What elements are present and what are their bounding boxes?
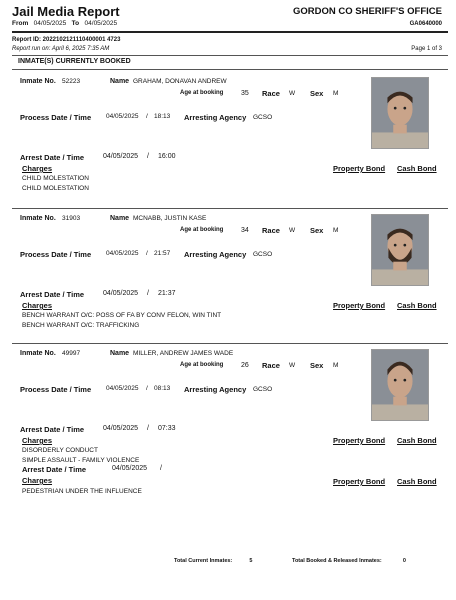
name-label: Name xyxy=(110,78,130,85)
arrest-time: 07:33 xyxy=(158,425,176,432)
agency-label: Arresting Agency xyxy=(184,250,247,259)
process-sep: / xyxy=(146,385,148,392)
age-value: 34 xyxy=(241,227,249,234)
race-value: W xyxy=(289,227,296,234)
date-range xyxy=(12,20,117,27)
process-time: 08:13 xyxy=(154,385,171,392)
charges-label: Charges xyxy=(22,436,53,445)
agency-label: Arresting Agency xyxy=(184,385,247,394)
charge-item: CHILD MOLESTATION xyxy=(22,185,89,192)
inmate-no-label: Inmate No. xyxy=(20,78,56,85)
report-title: Jail Media Report xyxy=(12,4,120,19)
process-time: 18:13 xyxy=(154,113,171,120)
arrest-sep: / xyxy=(160,465,162,472)
total-booked xyxy=(292,558,406,564)
section-title: INMATE(S) CURRENTLY BOOKED xyxy=(18,58,131,65)
process-sep: / xyxy=(146,250,148,257)
arrest-sep: / xyxy=(147,425,149,432)
arrest-sep: / xyxy=(147,290,149,297)
mugshot-photo xyxy=(371,349,429,421)
office-name: GORDON CO SHERIFF'S OFFICE xyxy=(293,6,442,17)
charges-label: Charges xyxy=(22,301,53,310)
sex-value: M xyxy=(333,90,339,97)
sex-label: Sex xyxy=(310,226,324,235)
from-label: From xyxy=(12,20,29,27)
total-current xyxy=(174,558,252,564)
charge-item: SIMPLE ASSAULT - FAMILY VIOLENCE xyxy=(22,457,140,464)
page-number: Page 1 of 3 xyxy=(411,46,442,52)
process-label: Process Date / Time xyxy=(20,385,92,394)
cash-bond-label: Cash Bond xyxy=(397,301,437,310)
charge-item: PEDESTRIAN UNDER THE INFLUENCE xyxy=(22,488,142,495)
race-value: W xyxy=(289,90,296,97)
race-label: Race xyxy=(262,361,280,370)
report-id-value: 2022102121110400001 4723 xyxy=(42,37,121,43)
arrest-label: Arrest Date / Time xyxy=(22,465,87,474)
ori-code: GA0640000 xyxy=(409,21,442,27)
property-bond-label: Property Bond xyxy=(333,164,386,173)
report-run-label: Report run on: xyxy=(12,46,51,52)
agency-label: Arresting Agency xyxy=(184,113,247,122)
arrest-label: Arrest Date / Time xyxy=(20,290,85,299)
report-id-label: Report ID: xyxy=(12,37,41,43)
name-label: Name xyxy=(110,215,130,222)
inmate-name: MILLER, ANDREW JAMES WADE xyxy=(133,350,234,357)
charge-item: BENCH WARRANT O/C: TRAFFICKING xyxy=(22,322,140,329)
process-label: Process Date / Time xyxy=(20,250,92,259)
sex-value: M xyxy=(333,362,339,369)
report-run xyxy=(12,46,109,52)
process-date: 04/05/2025 xyxy=(106,250,139,257)
charge-item: DISORDERLY CONDUCT xyxy=(22,447,98,454)
property-bond-label: Property Bond xyxy=(333,301,386,310)
sex-label: Sex xyxy=(310,361,324,370)
total-booked-value: 0 xyxy=(402,558,406,564)
process-sep: / xyxy=(146,113,148,120)
inmate-no-label: Inmate No. xyxy=(20,215,56,222)
process-label: Process Date / Time xyxy=(20,113,92,122)
mugshot-photo xyxy=(371,77,429,149)
process-date: 04/05/2025 xyxy=(106,385,139,392)
arrest-label: Arrest Date / Time xyxy=(20,153,85,162)
race-label: Race xyxy=(262,226,280,235)
charge-item: BENCH WARRANT O/C: POSS OF FA BY CONV FELON, WIN TINT xyxy=(22,312,222,319)
charges-label: Charges xyxy=(22,476,53,485)
property-bond-label: Property Bond xyxy=(333,477,386,486)
charges-label: Charges xyxy=(22,164,53,173)
agency-value: GCSO xyxy=(253,251,273,258)
age-label: Age at booking xyxy=(180,90,224,96)
process-time: 21:57 xyxy=(154,250,171,257)
sex-label: Sex xyxy=(310,89,324,98)
property-bond-label: Property Bond xyxy=(333,436,386,445)
arrest-label: Arrest Date / Time xyxy=(20,425,85,434)
report-run-value: April 6, 2025 7:35 AM xyxy=(51,46,110,52)
age-value: 35 xyxy=(241,90,249,97)
from-date: 04/05/2025 xyxy=(33,20,67,27)
inmate-no-label: Inmate No. xyxy=(20,350,56,357)
agency-value: GCSO xyxy=(253,114,273,121)
total-current-label: Total Current Inmates: xyxy=(174,558,233,564)
inmate-no-value: 31903 xyxy=(62,215,81,222)
age-label: Age at booking xyxy=(180,227,224,233)
inmate-name: MCNABB, JUSTIN KASE xyxy=(133,215,207,222)
inmate-no-value: 52223 xyxy=(62,78,81,85)
arrest-date: 04/05/2025 xyxy=(103,290,139,297)
report-id xyxy=(12,37,120,43)
age-label: Age at booking xyxy=(180,362,224,368)
agency-value: GCSO xyxy=(253,386,273,393)
cash-bond-label: Cash Bond xyxy=(397,164,437,173)
charge-item: CHILD MOLESTATION xyxy=(22,175,89,182)
name-label: Name xyxy=(110,350,130,357)
inmate-no-value: 49997 xyxy=(62,350,81,357)
arrest-time: 16:00 xyxy=(158,153,176,160)
arrest-date: 04/05/2025 xyxy=(112,465,148,472)
arrest-sep: / xyxy=(147,153,149,160)
total-current-value: 5 xyxy=(249,558,253,564)
arrest-time: 21:37 xyxy=(158,290,176,297)
inmate-name: GRAHAM, DONAVAN ANDREW xyxy=(133,78,227,85)
process-date: 04/05/2025 xyxy=(106,113,139,120)
cash-bond-label: Cash Bond xyxy=(397,436,437,445)
total-booked-label: Total Booked & Released Inmates: xyxy=(292,558,382,564)
age-value: 26 xyxy=(241,362,249,369)
mugshot-photo xyxy=(371,214,429,286)
to-date: 04/05/2025 xyxy=(84,20,118,27)
to-label: To xyxy=(71,20,80,27)
arrest-date: 04/05/2025 xyxy=(103,153,139,160)
cash-bond-label: Cash Bond xyxy=(397,477,437,486)
race-value: W xyxy=(289,362,296,369)
race-label: Race xyxy=(262,89,280,98)
arrest-date: 04/05/2025 xyxy=(103,425,139,432)
sex-value: M xyxy=(333,227,339,234)
